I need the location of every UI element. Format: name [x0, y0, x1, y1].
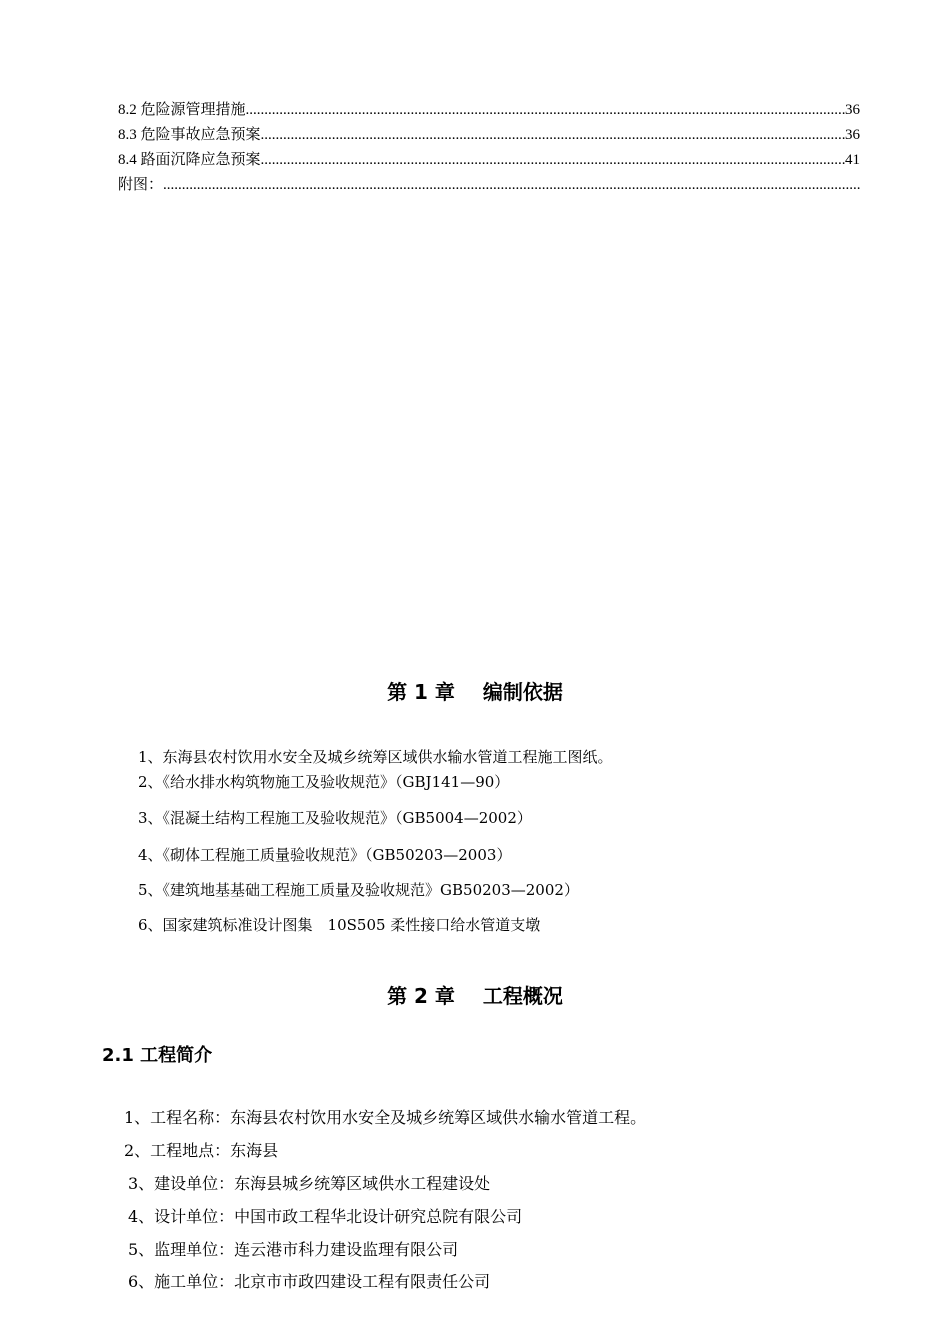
chapter-2-heading [0, 980, 950, 1009]
basis-item: 5、《建筑地基基础工程施工质量及验收规范》GB50203—2002） [138, 881, 579, 899]
toc-dot-leader [163, 173, 860, 198]
project-info-item: 1、工程名称：东海县农村饮用水安全及城乡统筹区域供水输水管道工程。 [124, 1108, 647, 1127]
chapter-1-title: 编制依据 [482, 680, 563, 704]
basis-item: 6、国家建筑标准设计图集 10S505 柔性接口给水管道支墩 [138, 916, 541, 934]
toc-entry-label: 8.4 路面沉降应急预案 [118, 152, 261, 168]
table-of-contents [118, 98, 860, 198]
chapter-2-title: 工程概况 [482, 984, 563, 1008]
basis-item: 4、《砌体工程施工质量验收规范》（GB50203—2003） [138, 846, 512, 864]
project-info-item: 5、监理单位：连云港市科力建设监理有限公司 [128, 1240, 459, 1259]
basis-item: 3、《混凝土结构工程施工及验收规范》（GB5004—2002） [138, 809, 532, 827]
toc-entry-page: 41 [845, 152, 860, 168]
toc-entry-page: 36 [845, 127, 860, 143]
chapter-1-heading [0, 676, 950, 705]
chapter-1-number: 第 1 章 [387, 680, 455, 704]
project-info-item: 6、施工单位：北京市市政四建设工程有限责任公司 [128, 1272, 491, 1291]
toc-entry-label: 附图： [118, 177, 164, 193]
basis-item: 2、《给水排水构筑物施工及验收规范》（GBJ141—90） [138, 773, 510, 791]
toc-entry-label: 8.3 危险事故应急预案 [118, 127, 261, 143]
basis-item: 1、东海县农村饮用水安全及城乡统筹区域供水输水管道工程施工图纸。 [138, 748, 613, 766]
project-info-item: 3、建设单位：东海县城乡统筹区域供水工程建设处 [128, 1174, 491, 1193]
project-info-item: 2、工程地点：东海县 [124, 1141, 279, 1160]
project-info-item: 4、设计单位：中国市政工程华北设计研究总院有限公司 [128, 1207, 523, 1226]
toc-entry[interactable] [118, 123, 860, 148]
toc-entry[interactable] [118, 98, 860, 123]
toc-entry[interactable] [118, 148, 860, 173]
toc-entry-label: 8.2 危险源管理措施 [118, 102, 246, 118]
toc-dot-leader [246, 98, 845, 123]
toc-dot-leader [261, 148, 845, 173]
section-2-1-heading: 2.1 工程简介 [102, 1045, 213, 1066]
chapter-2-number: 第 2 章 [387, 984, 455, 1008]
toc-entry-page: 36 [845, 102, 860, 118]
toc-dot-leader [261, 123, 845, 148]
toc-entry[interactable] [118, 173, 860, 198]
